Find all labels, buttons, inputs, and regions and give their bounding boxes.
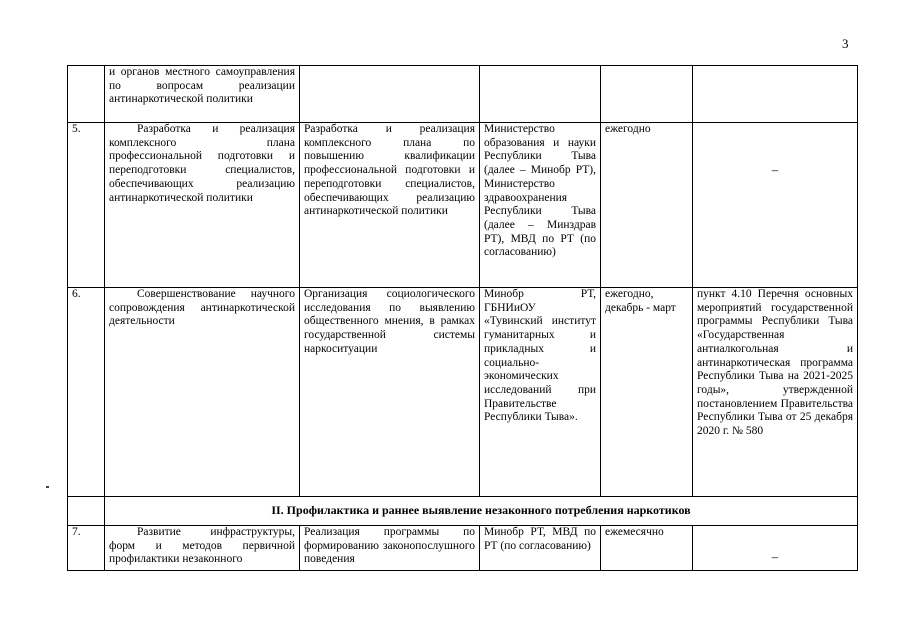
activity-cell: Разработка и реализация комплексного плана профессиональной подготовки и переподготовки специалистов, обеспечивающих реализацию антинаркотической политики (105, 123, 300, 288)
basis-cell (693, 526, 858, 571)
table-row (68, 123, 858, 288)
content-cell (300, 66, 480, 123)
activity-cell: Развитие инфраструктуры, форм и методов первичной профилактики незаконного (105, 526, 300, 571)
activity-cell: и органов местного самоуправления по вопросам реализации антинаркотической политики (105, 66, 300, 123)
measures-table (67, 65, 858, 571)
row-number: 6. (68, 288, 105, 497)
executor-cell: Минобр РТ, МВД по РТ (по согласованию) (480, 526, 601, 571)
executor-cell: Минобр РТ, ГБНИиОУ «Тувинский институт гуманитарных и прикладных и социально-экономических исследований при Правительстве Республики Тыва». (480, 288, 601, 497)
basis-cell: пункт 4.10 Перечня основных мероприятий государственной программы Республики Тыва «Государственная антиалкогольная и антинаркотическая программа Республики Тыва на 2021-2025 годы», утвержденной постановлением Правительства Республики Тыва от 25 декабря 2020 г. № 580 (693, 288, 858, 497)
content-cell: Реализация программы по формированию законопослушного поведения (300, 526, 480, 571)
empty-dash: – (771, 549, 779, 564)
scan-artifact (46, 486, 49, 488)
page-number: 3 (842, 36, 849, 51)
term-cell: ежегодно, декабрь - март (601, 288, 693, 497)
row-number (68, 66, 105, 123)
term-cell: ежемесячно (601, 526, 693, 571)
section-row (68, 497, 858, 526)
executor-cell: Министерство образования и науки Республики Тыва (далее – Минобр РТ), Министерство здравоохранения Республики Тыва (далее – Минздрав РТ), МВД по РТ (по согласованию) (480, 123, 601, 288)
table-row (68, 66, 858, 123)
term-cell (601, 66, 693, 123)
content-cell: Организация социологического исследования по выявлению общественного мнения, в рамках государственной системы наркоситуации (300, 288, 480, 497)
basis-cell (693, 66, 858, 123)
empty-dash: – (771, 162, 779, 177)
basis-cell (693, 123, 858, 288)
executor-cell (480, 66, 601, 123)
term-cell: ежегодно (601, 123, 693, 288)
activity-cell: Совершенствование научного сопровождения антинаркотической деятельности (105, 288, 300, 497)
row-number: 5. (68, 123, 105, 288)
table-row (68, 526, 858, 571)
section-title: II. Профилактика и раннее выявление незаконного потребления наркотиков (105, 497, 858, 526)
table-row (68, 288, 858, 497)
content-cell: Разработка и реализация комплексного плана по повышению квалификации профессиональной подготовки и переподготовки специалистов, обеспечивающих реализацию антинаркотической политики (300, 123, 480, 288)
row-number (68, 497, 105, 526)
row-number: 7. (68, 526, 105, 571)
